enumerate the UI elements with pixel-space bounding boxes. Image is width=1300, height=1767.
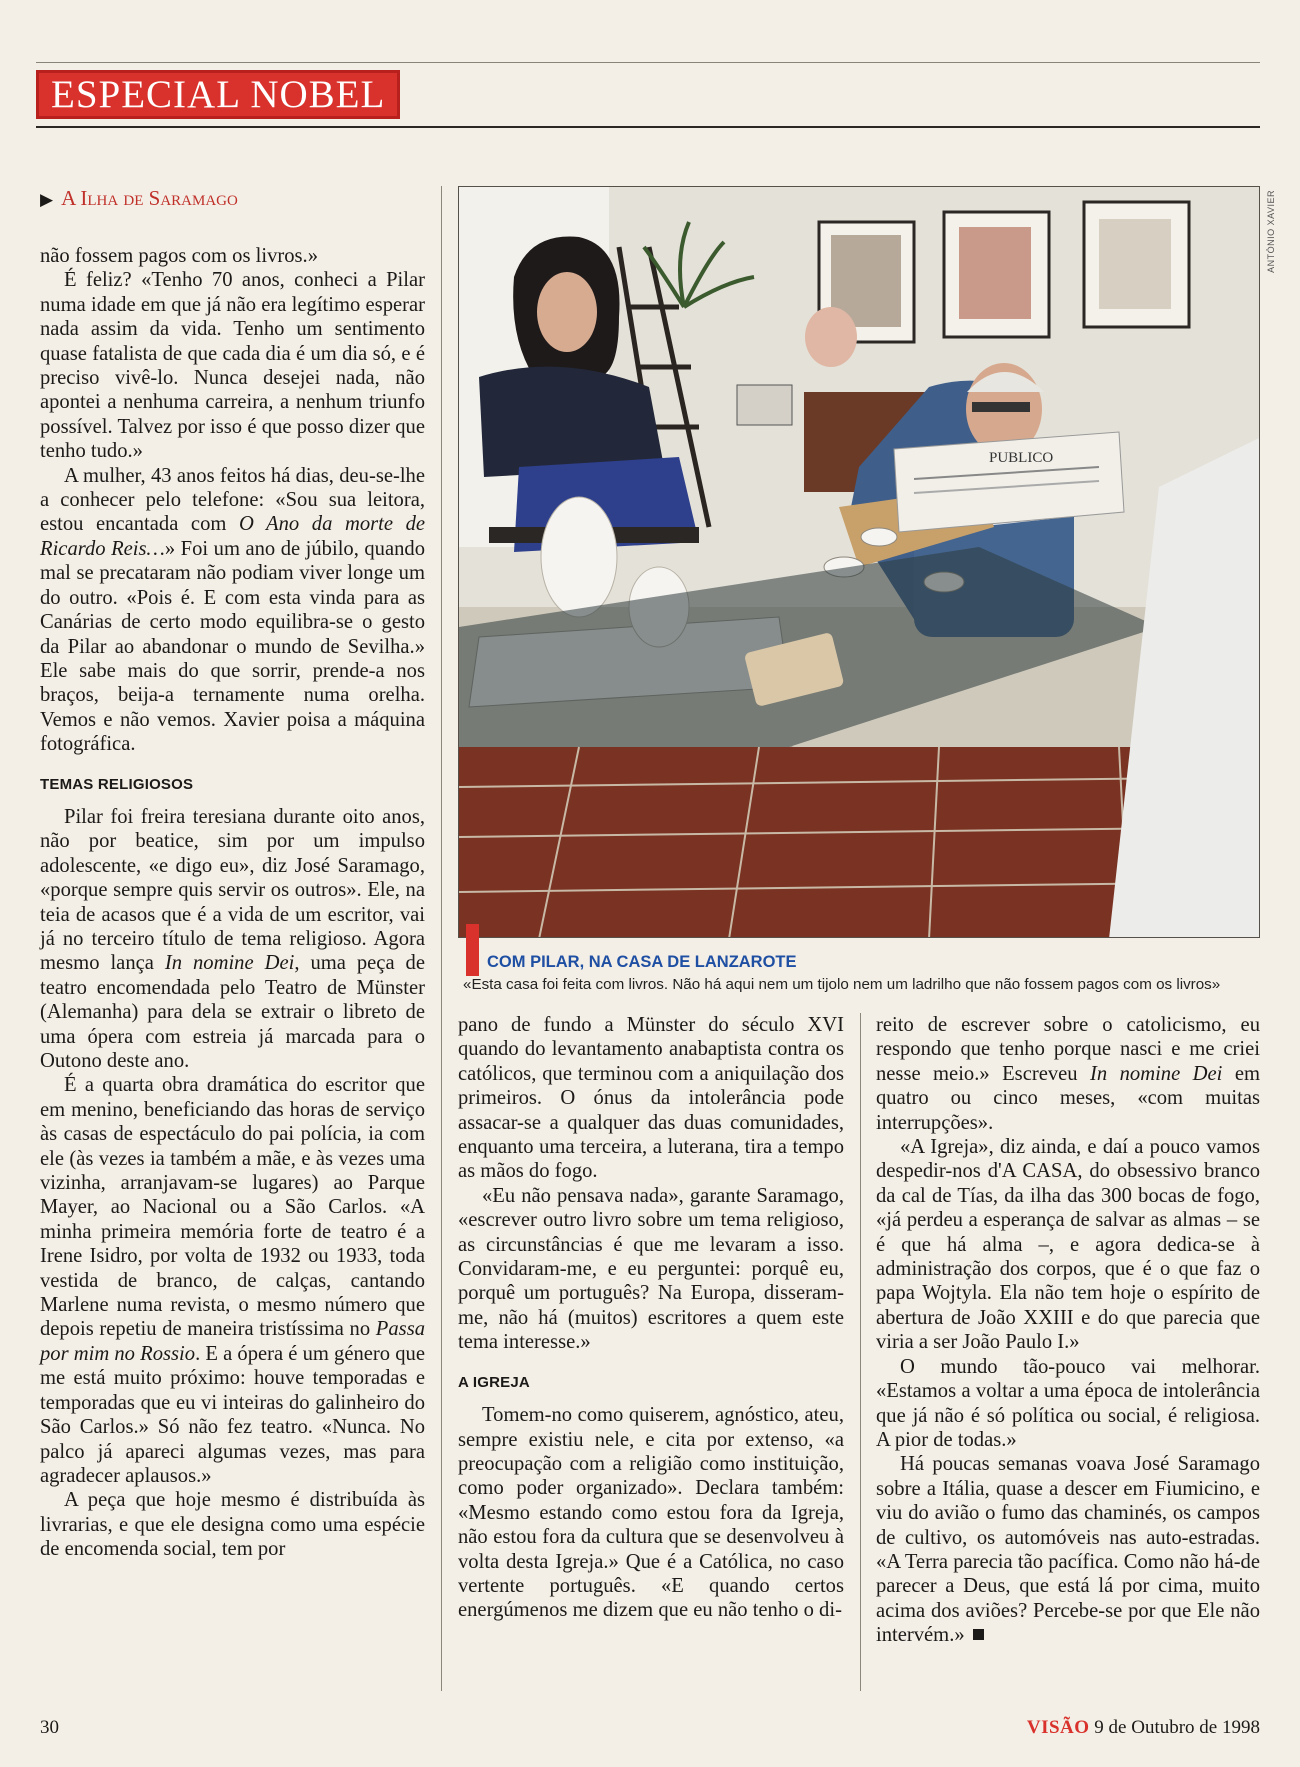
book-title: O Ano da morte de Ricardo Reis… xyxy=(40,513,426,560)
paragraph xyxy=(876,1452,1260,1647)
end-of-article-mark xyxy=(973,1629,984,1640)
column-divider xyxy=(860,1013,861,1691)
photo-caption-text: «Esta casa foi feita com livros. Não há aqui nem um tijolo nem um ladrilho que não fossem pagos com os livros» xyxy=(463,976,1221,993)
paragraph: pano de fundo a Münster do século XVI quando do levantamento anabaptista contra os católicos, que terminou com a aniquilação dos primeiros. O ónus da intolerância pode assacar-se a qualquer das duas comunidades, enquanto uma terceira, a luterana, tira a tempo as mãos do fogo. xyxy=(458,1014,844,1183)
text-run: reito de escrever sobre o catolicismo, eu respondo que tenho porque nasci e me criei nesse meio.» Escreveu xyxy=(876,1014,1260,1085)
paragraph: «Eu não pensava nada», garante Saramago, «escrever outro livro sobre um tema religioso, as circunstâncias é que me levaram a isso. Convidaram-me, e eu perguntei: porquê eu, porquê um português? Na Europa, disseram-me, não há (muitos) escritores a quem este tema interesse.» xyxy=(458,1184,844,1354)
issue-date: 9 de Outubro de 1998 xyxy=(1094,1717,1260,1738)
paragraph: «A Igreja», diz ainda, e daí a pouco vamos despedir-nos d'A CASA, do obsessivo branco da cal de Tías, da ilha das 300 bocas de fogo, «já perdeu a esperança de salvar as almas – se é que há alma –, e agora dedica-se à administração dos corpos, que é o que faz o papa Wojtyla. Ela não tem hoje o espírito de abertura de João XXIII e do que parecia que viria a ser João Paulo I.» xyxy=(876,1136,1260,1354)
top-rule xyxy=(36,62,1260,63)
magazine-name: VISÃO xyxy=(1026,1717,1090,1738)
article-photo xyxy=(458,186,1260,938)
paragraph xyxy=(40,805,425,1073)
work-title: In nomine Dei xyxy=(1090,1062,1223,1085)
article-column-1 xyxy=(40,244,425,1562)
paragraph xyxy=(40,464,425,757)
text-run: Há poucas semanas voava José Saramago sobre a Itália, quase a descer em Fiumicino, e viu do avião o fumo das chaminés, os campos de cultivo, os automóveis nas auto-estradas. «A Terra parecia tão pacífica. Como não há-de parecer a Deus, que está lá por cima, muito acima dos aviões? Percebe-se por que Ele não intervém.» xyxy=(876,1453,1260,1647)
triangle-right-icon: ▶ xyxy=(40,190,54,209)
subheading: A IGREJA xyxy=(458,1373,530,1391)
header-rule xyxy=(36,126,1260,128)
text-run: . E a ópera é um género que me está muito próximo: houve temporadas e temporadas que eu vi inteiras do galinheiro do São Carlos.» Só não fez teatro. «Nunca. No palco já apareci algumas vezes, mas para agradecer aplausos.» xyxy=(40,1342,425,1487)
page-number: 30 xyxy=(40,1717,59,1738)
article-column-2 xyxy=(458,1013,844,1623)
paragraph: Tomem-no como quiserem, agnóstico, ateu, sempre existiu nele, e cita por extenso, «a preocupação com a religião como instituição, como poder organizado». Declara também: «Mesmo estando como estou fora da Igreja, não estou fora da cultura que se desenvolveu à volta desta Igreja.» Que é a Católica, no caso vertente português. «E quando certos energúmenos me dizem que eu não tenho o di- xyxy=(458,1404,844,1622)
subheading: TEMAS RELIGIOSOS xyxy=(40,775,194,793)
section-tag-label: A Ilha de Saramago xyxy=(61,186,238,210)
section-kicker: ESPECIAL NOBEL xyxy=(36,70,400,119)
text-run: » Foi um ano de júbilo, quando mal se precataram não podiam viver longe um do outro. «Pois é. E com esta vinda para as Canárias de certo modo equilibra-se o gesto da Pilar ao abandonar o mundo de Sevilha.» Ele sabe mais do que sorrir, prende-a nos braços, beija-a ternamente numa orelha. Vemos e não vemos. Xavier poisa a máquina fotográfica. xyxy=(40,537,425,756)
paragraph: É feliz? «Tenho 70 anos, conheci a Pilar numa idade em que já não era legítimo esperar nada assim da vida. Tenho um sentimento quase fatalista de que cada dia é um dia só, e é preciso vivê-lo. Nunca desejei nada, não apontei a nenhuma carreira, a nenhum triunfo possível. Talvez por isso é que posso dizer que tenho tudo.» xyxy=(40,269,425,463)
text-run: em quatro ou cinco meses, «com muitas interrupções». xyxy=(876,1062,1261,1134)
paragraph xyxy=(40,1073,425,1488)
text-run: É a quarta obra dramática do escritor que em menino, beneficiando das horas de serviço às casas de espectáculo do pai polícia, ia com ele (às vezes ia também a mãe, e às vezes uma vizinha, arranjavam-se lugares) ao Parque Mayer, ao Nacional ou a São Carlos. «A minha primeira memória forte de teatro é a Irene Isidro, por volta de 1932 ou 1933, toda vestida de branco, de calças, cantando Marlene numa revista, o mesmo número que depois repetiu de maneira tristíssima no xyxy=(40,1074,425,1341)
column-divider xyxy=(441,186,442,1691)
section-tag xyxy=(40,186,238,211)
text-run: , uma peça de teatro encomendada pelo Teatro de Münster (Alemanha) para dela se extrair o libreto de uma ópera com estreia já marcada para o Outono deste ano. xyxy=(40,952,425,1072)
newspaper-masthead: PUBLICO xyxy=(989,450,1054,466)
living-room-photo xyxy=(459,187,1260,938)
paragraph xyxy=(876,1013,1260,1135)
photo-credit: ANTÓNIO XAVIER xyxy=(1266,190,1276,273)
show-title: Passa por mim no Rossio xyxy=(40,1318,425,1365)
work-title: In nomine Dei xyxy=(164,952,295,975)
text-run: A mulher, 43 anos feitos há dias, deu-se-lhe a conhecer pelo telefone: «Sou sua leitora, estou encantada com xyxy=(40,464,425,536)
paragraph: A peça que hoje mesmo é distribuída às livrarias, e que ele designa como uma espécie de encomenda social, tem por xyxy=(40,1489,425,1561)
page-footer xyxy=(1027,1717,1260,1739)
caption-marker xyxy=(466,924,479,976)
photo-caption-title: COM PILAR, NA CASA DE LANZAROTE xyxy=(487,953,797,971)
article-column-3 xyxy=(876,1013,1260,1648)
paragraph: não fossem pagos com os livros.» xyxy=(40,245,318,267)
paragraph: O mundo tão-pouco vai melhorar. «Estamos a voltar a uma época de intolerância que já não é só política ou social, é religiosa. A pior de todas.» xyxy=(876,1355,1260,1451)
text-run: Pilar foi freira teresiana durante oito anos, não por beatice, sim por um impulso adolescente, «e digo eu», diz José Saramago, «porque sempre quis servir os outros». Ele, na teia de acasos que é a vida de um escritor, vai já no terceiro título de tema religioso. Agora mesmo lança xyxy=(40,805,425,975)
